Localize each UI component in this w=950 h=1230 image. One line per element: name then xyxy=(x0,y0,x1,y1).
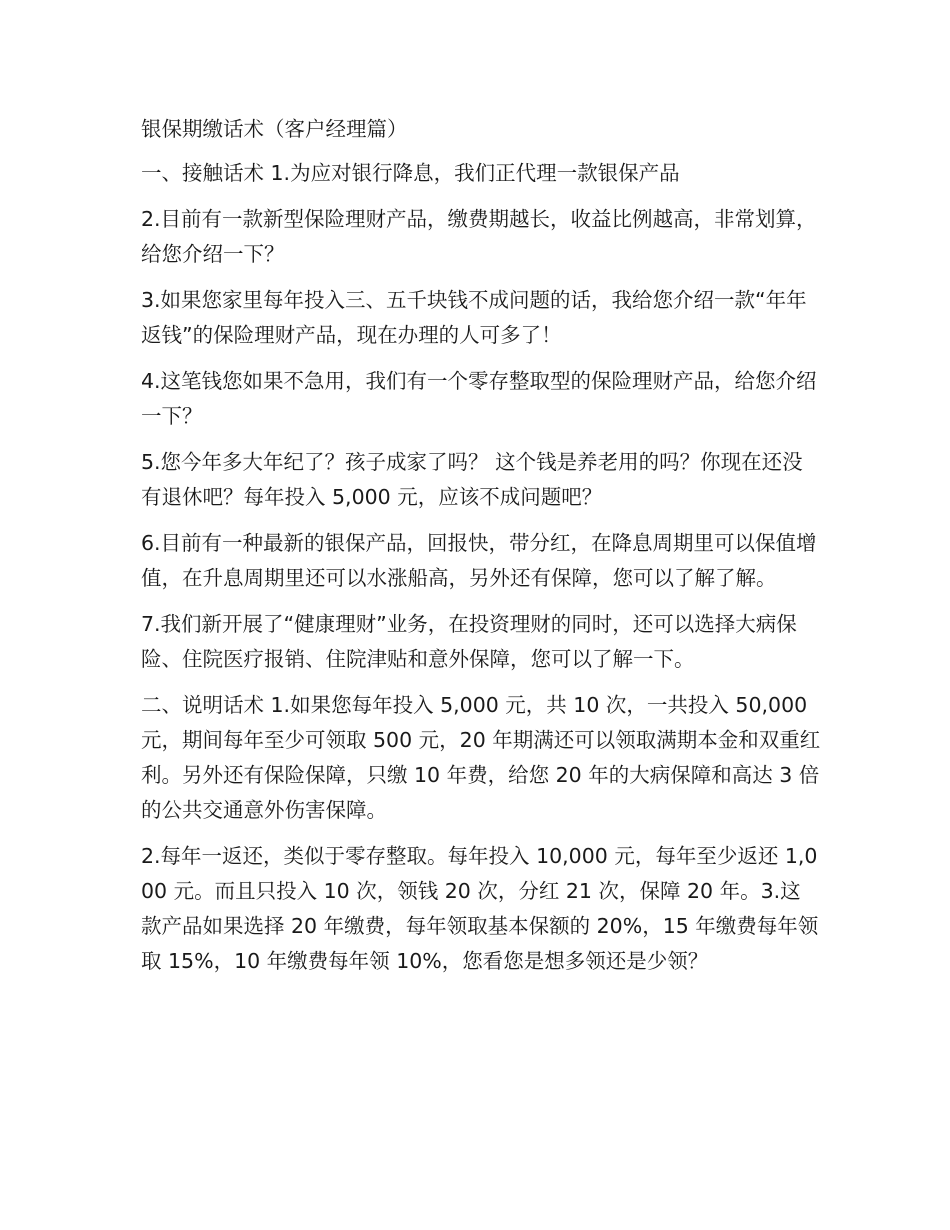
paragraph-3: 3.如果您家里每年投入三、五千块钱不成问题的话，我给您介绍一款“年年返钱”的保险理财产品，现在办理的人可多了！ xyxy=(141,288,807,347)
paragraph-7: 7.我们新开展了“健康理财”业务，在投资理财的同时，还可以选择大病保险、住院医疗报销、住院津贴和意外保障，您可以了解一下。 xyxy=(141,612,797,671)
paragraph-6: 6.目前有一种最新的银保产品，回报快，带分红，在降息周期里可以保值增值，在升息周期里还可以水涨船高，另外还有保障，您可以了解了解。 xyxy=(141,531,817,590)
document-title: 银保期缴话术（客户经理篇） xyxy=(141,117,408,141)
paragraph-4: 4.这笔钱您如果不急用，我们有一个零存整取型的保险理财产品，给您介绍一下？ xyxy=(141,369,817,428)
paragraph-5: 5.您今年多大年纪了？孩子成家了吗？ 这个钱是养老用的吗？你现在还没有退休吧？每年投入 5,000 元，应该不成问题吧？ xyxy=(141,450,803,509)
paragraph-explanation-script: 二、说明话术 1.如果您每年投入 5,000 元，共 10 次，一共投入 50,000 元，期间每年至少可领取 500 元，20 年期满还可以领取满期本金和双重红利。另外还有保险保障，只缴 10 年费，给您 20 年的大病保障和高达 3 倍的公共交通意外伤害保障。 xyxy=(141,693,821,822)
paragraph-explanation-2: 2.每年一返还，类似于零存整取。每年投入 10,000 元，每年至少返还 1,000 元。而且只投入 10 次，领钱 20 次，分红 21 次，保障 20 年。3.这款产品如果选择 20 年缴费，每年领取基本保额的 20%，15 年缴费每年领取 15%，10 年缴费每年领 10%，您看您是想多领还是少领？ xyxy=(141,844,819,973)
document-body xyxy=(141,112,821,990)
paragraph-2: 2.目前有一款新型保险理财产品，缴费期越长，收益比例越高，非常划算，给您介绍一下？ xyxy=(141,207,817,266)
paragraph-contact-script: 一、接触话术 1.为应对银行降息，我们正代理一款银保产品 xyxy=(141,161,680,185)
